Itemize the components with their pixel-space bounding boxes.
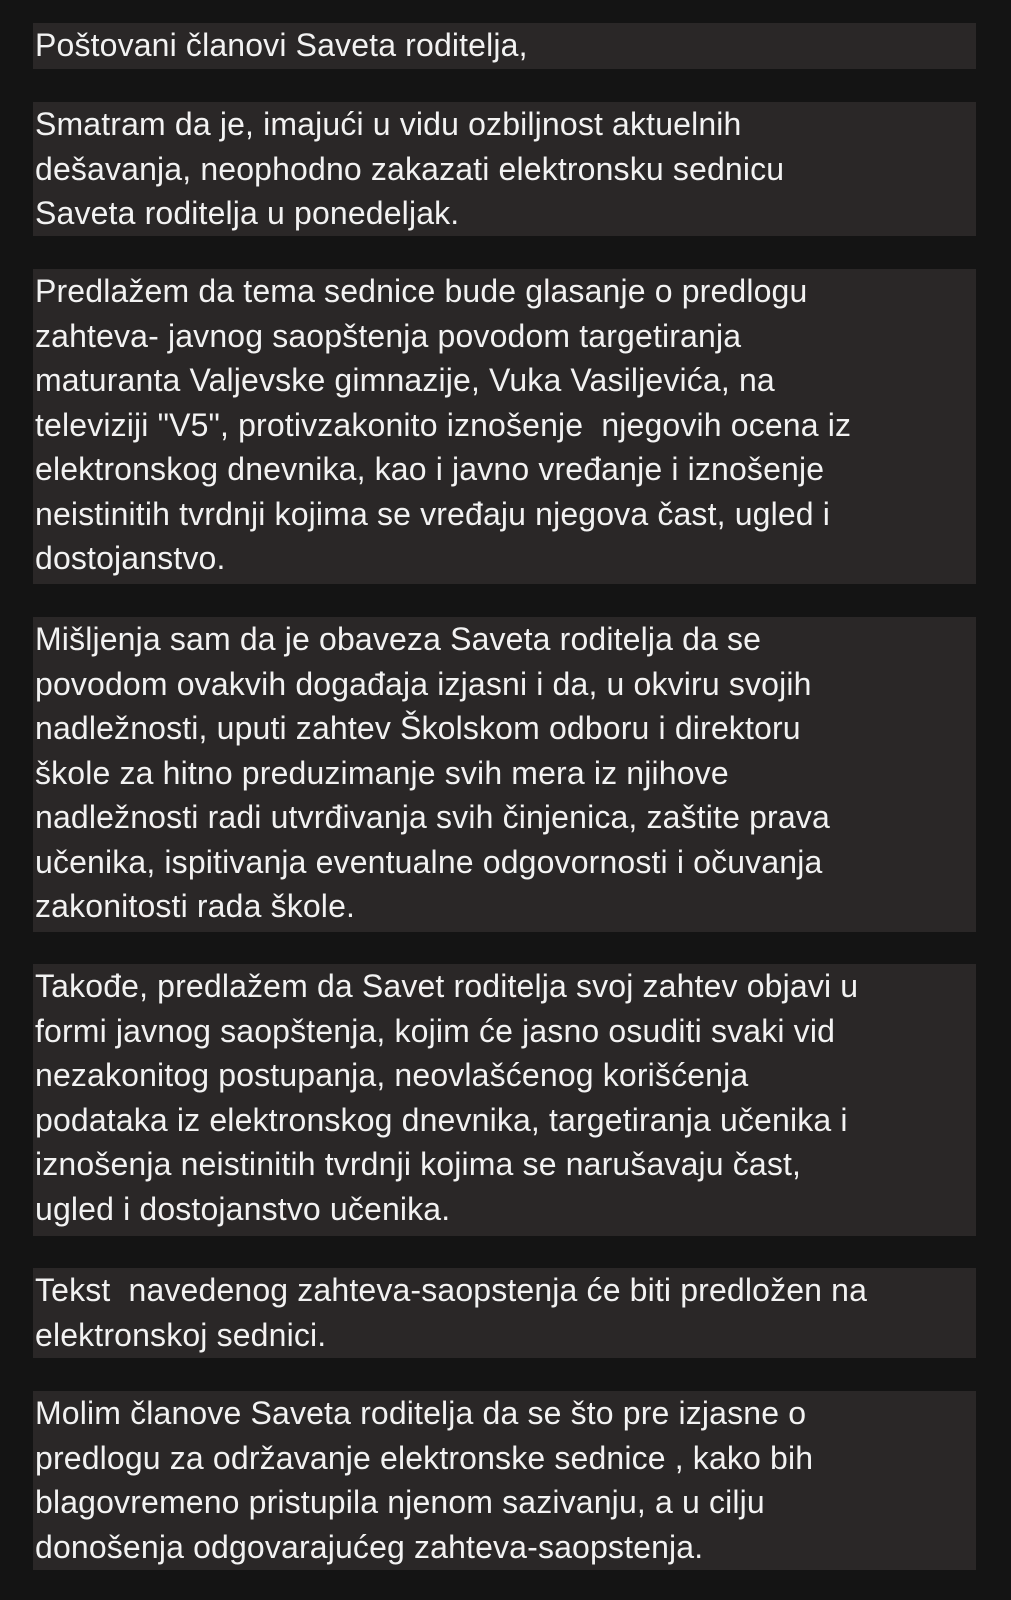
text-line: podataka iz elektronskog dnevnika, targetiranja učenika i: [35, 1101, 848, 1138]
text-line: donošenja odgovarajućeg zahteva-saopstenja.: [35, 1528, 704, 1565]
text-line: zahteva- javnog saopštenja povodom targetiranja: [35, 317, 742, 354]
text-line: iznošenja neistinitih tvrdnji kojima se narušavaju čast,: [35, 1146, 802, 1182]
text-line: televiziji "V5", protivzakonito iznošenje njegovih ocena iz: [35, 406, 852, 443]
text-line: Saveta roditelja u ponedeljak.: [35, 195, 460, 231]
text-line: škole za hitno preduzimanje svih mera iz njihove: [35, 754, 729, 791]
paragraph-text-note: [33, 1268, 976, 1358]
text-line: Tekst navedenog zahteva-saopstenja će biti predložen na: [35, 1272, 868, 1308]
text-line: elektronskoj sednici.: [35, 1316, 327, 1353]
text-line: predlogu za održavanje elektronske sednice , kako bih: [35, 1439, 814, 1476]
text-line: Poštovani članovi Saveta roditelja,: [35, 27, 528, 63]
text-line: Predlažem da tema sednice bude glasanje o predlogu: [35, 273, 808, 309]
paragraph-closing-request: [33, 1391, 976, 1570]
paragraph-opinion: [33, 617, 976, 932]
text-line: nezakonitog postupanja, neovlašćenog korišćenja: [35, 1057, 749, 1093]
paragraph-public-statement: [33, 964, 976, 1236]
paragraph-greeting: [33, 23, 976, 69]
text-line: učenika, ispitivanja eventualne odgovornosti i očuvanja: [35, 843, 823, 880]
text-line: Takođe, predlažem da Savet roditelja svoj zahtev objavi u: [35, 968, 859, 1004]
text-line: nadležnosti radi utvrđivanja svih činjenica, zaštite prava: [35, 799, 830, 835]
text-line: neistinitih tvrdnji kojima se vređaju njegova čast, ugled i: [35, 495, 831, 532]
text-line: dešavanja, neophodno zakazati elektronsku sednicu: [35, 150, 785, 187]
text-line: blagovremeno pristupila njenom sazivanju, a u cilju: [35, 1484, 765, 1520]
text-line: Mišljenja sam da je obaveza Saveta roditelja da se: [35, 621, 762, 657]
text-line: nadležnosti, uputi zahtev Školskom odboru i direktoru: [35, 710, 801, 746]
paragraph-intro: [33, 102, 976, 236]
text-line: povodom ovakvih događaja izjasni i da, u okviru svojih: [35, 665, 812, 702]
text-line: maturanta Valjevske gimnazije, Vuka Vasiljevića, na: [35, 362, 775, 398]
text-line: ugled i dostojanstvo učenika.: [35, 1190, 451, 1227]
text-line: Molim članove Saveta roditelja da se što pre izjasne o: [35, 1395, 807, 1431]
text-line: dostojanstvo.: [35, 540, 226, 576]
paragraph-proposal: [33, 269, 976, 584]
text-line: elektronskog dnevnika, kao i javno vređanje i iznošenje: [35, 451, 825, 487]
text-line: zakonitosti rada škole.: [35, 888, 356, 924]
text-line: Smatram da je, imajući u vidu ozbiljnost aktuelnih: [35, 106, 742, 142]
text-line: formi javnog saopštenja, kojim će jasno osuditi svaki vid: [35, 1012, 836, 1049]
